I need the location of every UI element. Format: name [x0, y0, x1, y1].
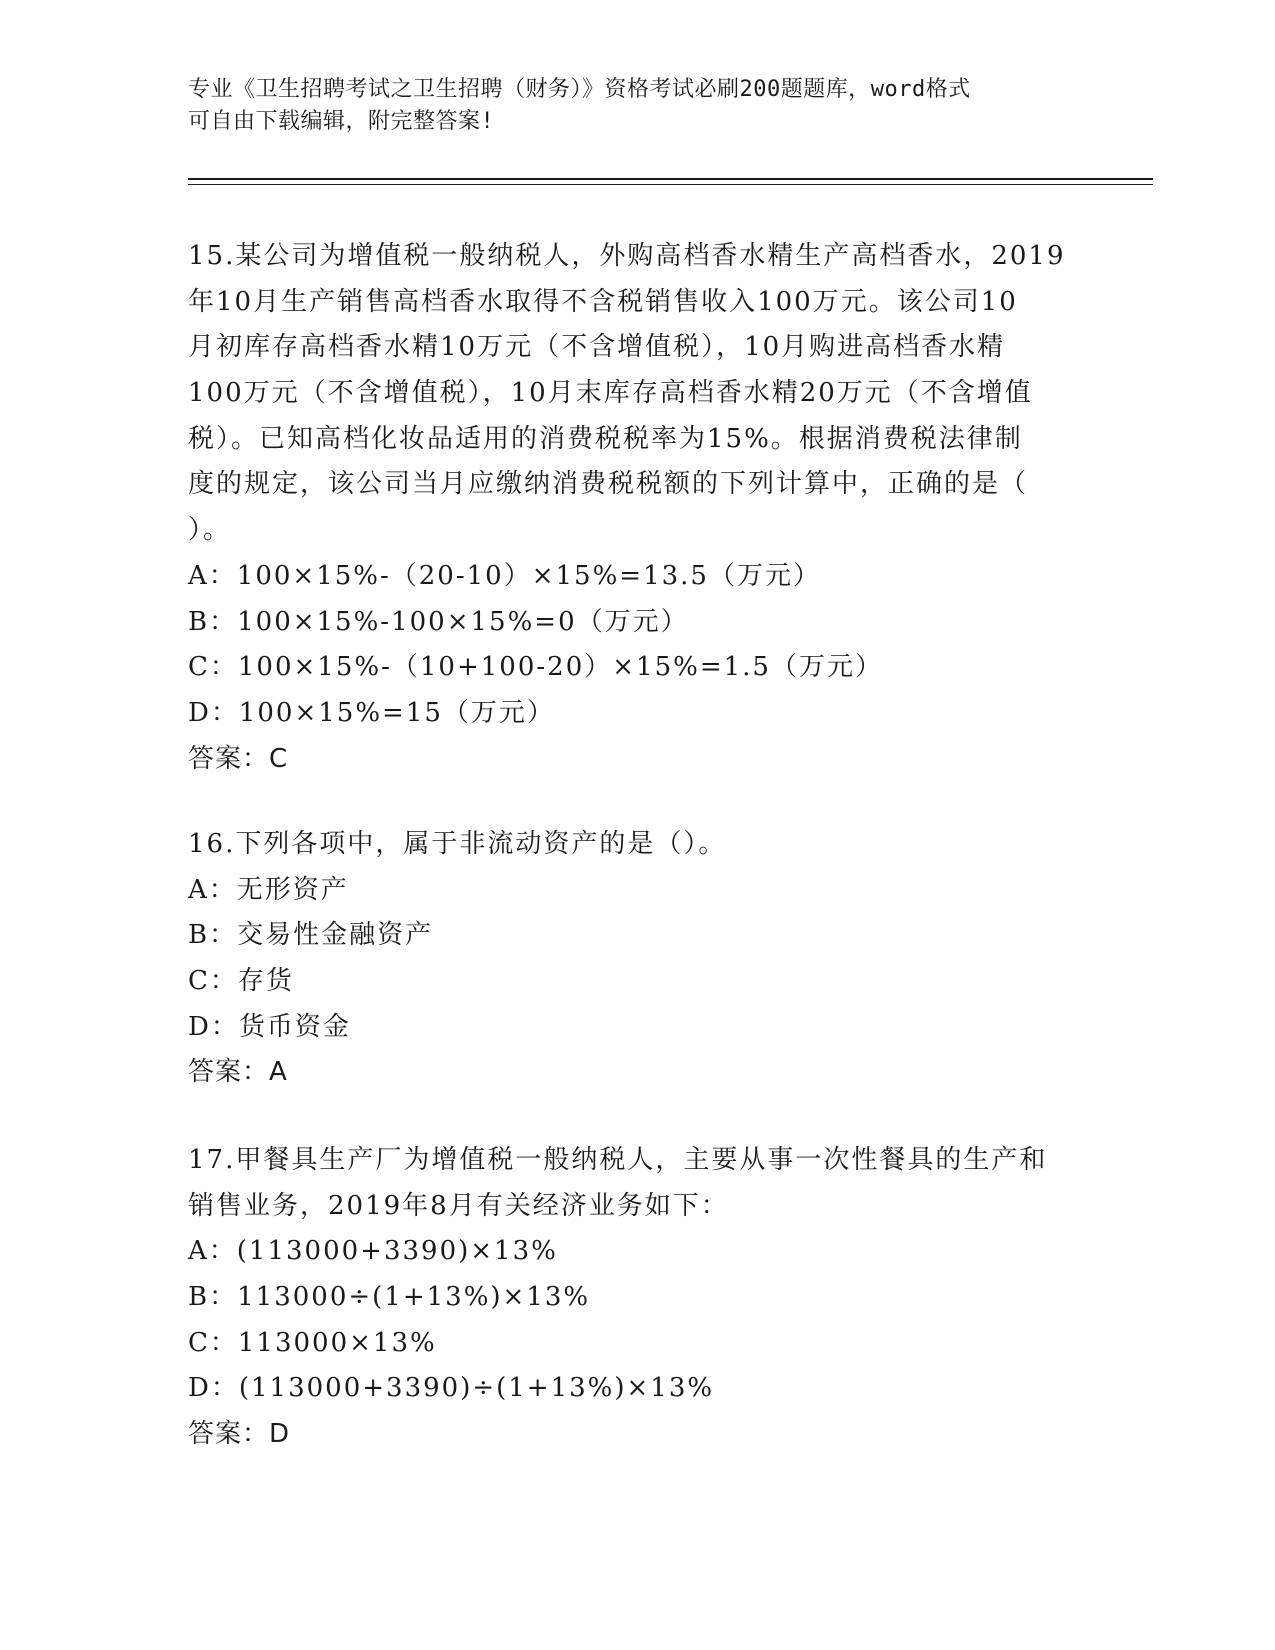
option-c: C：113000×13% — [188, 1327, 437, 1358]
option-a: A：无形资产 — [188, 874, 349, 905]
answer-line: 答案：D — [188, 1419, 291, 1450]
option-b: B：100×15%-100×15%=0（万元） — [188, 606, 689, 637]
option-a: A：100×15%-（20-10）×15%=13.5（万元） — [188, 560, 821, 591]
question-stem-line: 100万元（不含增值税），10月末库存高档香水精20万元（不含增值 — [188, 378, 1033, 409]
header-line-1: 专业《卫生招聘考试之卫生招聘（财务）》资格考试必刷200题题库，word格式 — [188, 77, 971, 102]
answer-line: 答案：C — [188, 743, 289, 774]
question-stem-line: 17.甲餐具生产厂为增值税一般纳税人，主要从事一次性餐具的生产和 — [188, 1145, 1048, 1175]
option-c: C：100×15%-（10+100-20）×15%=1.5（万元） — [188, 652, 883, 683]
question-stem-line: 销售业务，2019年8月有关经济业务如下： — [188, 1190, 729, 1221]
question-stem-line: 度的规定，该公司当月应缴纳消费税税额的下列计算中，正确的是（ — [188, 469, 1029, 500]
option-b: B：113000÷(1+13%)×13% — [188, 1282, 591, 1313]
header-divider-thick — [188, 178, 1153, 180]
answer-line: 答案：A — [188, 1057, 288, 1088]
question-16 — [188, 822, 1088, 1096]
question-stem-line: 16.下列各项中，属于非流动资产的是（）。 — [188, 829, 727, 859]
option-c: C：存货 — [188, 966, 294, 997]
option-d: D：(113000+3390)÷(1+13%)×13% — [188, 1373, 715, 1404]
header-divider-thin — [188, 184, 1153, 185]
question-stem-line: ）。 — [188, 515, 232, 546]
question-15 — [188, 234, 1088, 782]
question-stem-line: 15.某公司为增值税一般纳税人，外购高档香水精生产高档香水，2019 — [188, 241, 1066, 271]
option-a: A：(113000+3390)×13% — [188, 1236, 558, 1267]
question-stem-line: 年10月生产销售高档香水取得不含税销售收入100万元。该公司10 — [188, 286, 1018, 317]
option-d: D：100×15%=15（万元） — [188, 697, 555, 728]
question-stem-line: 税）。已知高档化妆品适用的消费税税率为15%。根据消费税法律制 — [188, 423, 1023, 454]
header-line-2: 可自由下载编辑，附完整答案! — [188, 109, 495, 134]
option-b: B：交易性金融资产 — [188, 920, 434, 951]
option-d: D：货币资金 — [188, 1011, 351, 1042]
document-header — [188, 74, 1088, 138]
question-17 — [188, 1138, 1088, 1458]
question-stem-line: 月初库存高档香水精10万元（不含增值税），10月购进高档香水精 — [188, 332, 1006, 363]
